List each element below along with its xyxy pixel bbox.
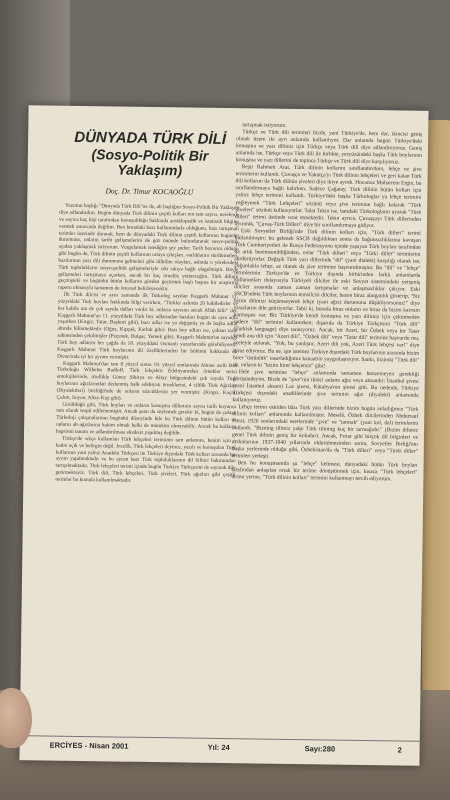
right-paragraph: Eski Sovyetler Birliği'nde Türk dilinin kolları için, "Türk dilleri" terimi kullanılmıştır; bu gelenek SSCB dağıldıktan sonra da bağımsızlıklarına kavuşan Türk Cumhuriyetleri ile Rusya Federasyonu içinde yaşayan Türk boyları tarafından da artık benimsenildiğinden, onlar "Türk dilleri" veya "Türki diller" terimlerini sürdürüyorlar. Değişik Türk yazı dillerinde "dil" (yani dialekt) karşılığı olarak ise, çoğunlukla lehçe, az olarak da şive terimine başvurulmuştur. Bu "dil" ve "lehçe" terimlerinin Türkiye'de ve Türkiye dışında birbirinden farklı anlamlarda kullanımları dolayısıyla Türkiyeli dilciler ile eski Sovyet sistemindeki yetişmiş dilciler arasında zaman zaman tartışmalar ve anlaşmazlıklar çıkıyor. Eski SSCB'ndeki Türk boylarının temsilcisi dilciler, bazen biraz alınganlık gösterip, "Siz bizim dilimizi küçümseyerek lehçe (yani ağız) durumuna düşürüyorsunuz!" diye itirazlarını dile getiriyorlar. Tabii ki, burada biraz onların ve biraz da bizim kavram karmaşası var. Biz Türkiye'de kendi konuşma ve yazı dilimiz için çekinmeden sadece "dil" terimini kullanırken; dışarıda da Türkiye Türkçesini "Türk dili" (Turkish language) diye tanıtıyoruz. Ancak, bir Azeri, bir Özbek veya bir Tatar kendi ana dili için "Azeri dili", "Özbek dili" veya "Tatar dili" terimine başvurdu mu, aceleyle atılarak, "Yok, bu yanlıştır, Azeri dili yok, Azeri Türk lehçesi var!" diye itiraz ediyoruz. Bu ne, işte istemez Türkiye dışındaki Türk boylarının arasında bizim birer "üstünlük" tasarladığımız kanaatini yaygınlaştırıyor. Sanki, bizimki "Türk dili" de, onların ki "bizim birer lehçemiz" gibi! bbox=[232, 227, 421, 370]
left-column bbox=[52, 122, 240, 724]
footer-page-number: 2 bbox=[397, 745, 402, 755]
right-paragraph: Türkçe ve Türk dili terimleri bizde, yani Türkiye'de, hem dar, ikincisi geniş olmak üzere iki ayrı anlamda kullanılıyor. Dar anlamda bugün Türkiye'deki konuşma ve yazı dilimiz için Türkçe veya Türk dili diye adlandırıyoruz. Geniş anlamda ise, Türkçe veya Türk dili ile birlikte, yeryüzündeki başka Türk boylarının konuşma ve yazı dillerini de topluca Türkçe ve Türk dili diye karşılıyoruz. bbox=[235, 129, 423, 166]
right-paragraph: Reşit Rahmeti Arat, Türk dilinin kollarını sınıflandırırken, lehçe ve şive terimlerini kullandı. Çuvaşça ve Yakutça'yı Türk dilinin lehçeleri ve geri kalan Türk dili kollarını da Türk dilinin şiveleri diye ikiye ayırdı. Hocamız Muharrem Ergin, bu sınıflandırmaya bağlı kalırken, Sadece Çağatay, Türk dilinin bütün kolları için yalnız lehçe terimini kullandı. Türkiye'deki başka Türkologlar ya lehçe terimini yeğleyerek "Türk Lehçeleri" sözünü veya şive terimine bağlı kalarak "Türk Şiveleri" sözünü kullanıyorlar. Talat Tekin ise, batıdaki Türkologların uyarak "Türk dilleri" terimi üstünde ısrar etmektedir. Tekin ayrıca, Çuvaşçayı Türk dillerinden ayırarak, "Çuvaş-Türk Dilleri" diye bir sınıflandırmaya gidiyor. bbox=[234, 164, 422, 229]
title-line-3: Yaklaşım) bbox=[117, 161, 183, 179]
left-paragraph: Kaşgarlı Mahmut'dan tam 8 yüzyıl sonra 19. yüzyıl sonlarında Alman asıllı Rus Türkoloğu Wilhelm Radloff, Türk lehçeleri Edebiyatından örnekler serisi antolojilerinde, özellikle Güney Sibirya ve Altay bölgesindeki çok sayıda Türk boylarının ağızlarından derlenmiş halk edebiyatı örneklerini, 4 ciltlik Türk Ağızları (Diyalektleri) Sözlüğü'nde de onların sözcüklerini yer vermiştir. (Kırgız, Kaçin, Çulım, Soyon, Altay-Kişi gibi). bbox=[56, 360, 238, 402]
right-paragraph: Hele şive terimine "lehçe" anlamında tamamen benzemeyen gerekliği görüşündeyim. Bizde de "şive"nin ikinci anlamı ağız veya aksandır: İstanbul şivesi (yani İstanbul aksanı) Laz şivesi, Kütahya'nın şivesi gibi. Bu nedenle, Türkiye Türkçesi dışındaki anadillerinde şive terimini ağız (diyalekt) anlamında kullanıyoruz. bbox=[232, 368, 419, 404]
page-footer bbox=[20, 735, 420, 760]
magazine-page bbox=[19, 105, 428, 766]
left-paragraph: Görüldüğü gibi, Türk boyları ve onların konuşma dillerinin sayısı tarih boyunca tam olarak tespit edilememiştir. Ancak şunu da söylemek gerekir ki, bugün de çoktan Türkoloji çalışmalarının bugünkü düzeyinde bile bu Türk dilinin bütün kolları ve onların alt-ağızlarına hakim olmak belki de mümkün olmayabilir. Ancak bu kolların hepsinin tanımı ve adlandırılması eksiksiz yapılmış değildir. bbox=[55, 401, 237, 437]
article-title bbox=[60, 130, 241, 181]
left-paragraph: Türkçe'de sıkça kullanılan Türk lehçeleri teriminin tam anlamını, benim için o kadar açık ve belirgin değil. İncelik, Türk lehçeleri deyince, yazılı ve konuşulan Türk kollarının yani yalnız Anadolu Türkçesi ile Türkiye dışındaki Türk kolları arasında bir ayrım yapılmaktadır ve bu ayrım bazı Türk topluluklarının dil bilinci bakımından tartışılmaktadır. Türk lehçeleri terimi içinde bugün Türkiye Türkçesini de sayarak dile getirmekteyiz. Türk dili, Türk lehçeleri, Türk şiveleri, Türk ağızları gibi çeşitli terimler bu konuda kullanılmaktadır. bbox=[55, 435, 236, 484]
title-line-1: DÜNYADA TÜRK DİLİ bbox=[74, 128, 227, 148]
right-paragraph: Lehçe terimi eskiden bâzı Türk yazı dillerinde bizim bugün anladığımız "Türk dilinin kolları" anlamında kullanılmıştır. Meselâ, Özbek dilcilerinden Abdurrauf Fıtrat, 1920 sonlarındaki eserlerinde "şive" ve "tarmak" (yani kol, dal) terimlerini kullandı. "Bizning tilimiz yalpı Türk tilining kuç bir tarmağıdır." (Bizim dilimiz genel Türk dilinin geniş bir koludur). Ancak, Fıtrat gibi birçok dil bilginleri ve aydınlarının 1937-1940 yıllarında oldurulmesinden sonra, Sovyetler Birliği'nin başka yerlerinde olduğu gibi, Özbekistan'da da "Türk dilleri" veya "Türki diller" terimleri yerleşti. bbox=[231, 404, 419, 460]
left-paragraph: İlk Türk dilcisi ve aynı zamanda ilk Türkolog sayılan Kaşgarlı Mahmut 11. yüzyıldaki Türk boyları hakkında bilgi verirken, "Türkler aslında 20 kabiledirler ve her kabile nin de çok sayıda dalları vardır ki, onların sayısını ancak Allah bilir" der. Kaşgarlı Mahmut'un 11. yüzyıldaki Türk boy adlarından bazıları bugün de aynı adla yaşarken (Kırgız, Tatar, Başkurt gibi), bazı adlar ise ya değişmiş ya da başka adlar altında bilinmektedir (Oğuz, Kıpçak, Karluk gibi). Bazı boy adları ise, çoktan tarih sahnesinden çekilmişler (Peçenek, Bulgar, Yemek gibi). Kaşgarlı Mahmut'un sayıdığı Türk boy adlarını her çağda da 18. yüzyıldaki Osmanlı yazarlarında görebiliyoruz. Kaşgarlı Mahmut Türk boylarının dil özelliklerinden bir bölümü hakkında da Divan'ında iyi bir ayrıntı vermiştir. bbox=[57, 291, 238, 361]
right-column bbox=[228, 122, 422, 729]
title-line-2: (Sosyo-Politik Bir bbox=[91, 145, 209, 164]
right-paragraph: Ben bu konuşmamda şu "lehçe" kelimesi, dünyadaki bütün Türk boyları tarafından anlaşılan ortak bir terime dönüştürmek için, kısaca "Türk lehçeleri" terimi yerine, "Türk dilinin kolları" terimini kullanmayı tercih ediyorum. bbox=[231, 460, 418, 483]
footer-issue: Sayı:280 bbox=[304, 744, 336, 754]
footer-magazine-date: ERCİYES - Nisan 2001 bbox=[49, 740, 129, 751]
footer-year: Yıl: 24 bbox=[207, 742, 230, 753]
left-paragraph: Yazımın başlığı "Dünyada Türk Dili"ne de, alt başlığını Sosyo-Politik Bir Yaklaşım diye adlandırdım. Bugün dünyada Türk dilinin çeşitli kolları nın tam sayısı, nerelerde ve sayıca kaç kişi tarafından konuşulduğu hakkında ansiklopedik ve istatistik bilgiler vermek amacında değilim. Ben buradaki bazı kullanımlarla olduğunu, bazı tartışmalı terimler üzerinde durarak, hem de dünyadaki Türk dilinin çeşitli kollarının bugünkü durumuna, onların tarihi gelişmelerini de göz önünde bulundurarak sosyo-politik açıdan yaklaşmak istiyorum. Vurgulamak istediğim şey şudur: Tarih boyunca olduğu gibi bugün de, Türk dilinin çeşitli kollarının ortaya çıkışları, varlıklarını sürdürmeleri, bazılarının yazı dili durumuna gelmeleri gibi dilbilim olayları, aslında o yörelerdeki Türk toplulukların sosyo-politik gelişmeleriyle sıkı sıkıya bağlı olagelmiştir. Böyle gelişmeleri tartışmaya açarken, ancak bir kaç örnekle yetineceğim. Türk dilinin geçmişteki ve bugünkü bütün kollarını gözden geçirmek başlı başına bir araştırma raporu olmasıyla tamamen de öncesel belirleyecektir. bbox=[58, 202, 240, 293]
right-paragraph: tartışmak istiyorum. bbox=[242, 122, 287, 129]
author-byline: Doç. Dr. Timur KOCAOĞLU bbox=[105, 186, 194, 197]
